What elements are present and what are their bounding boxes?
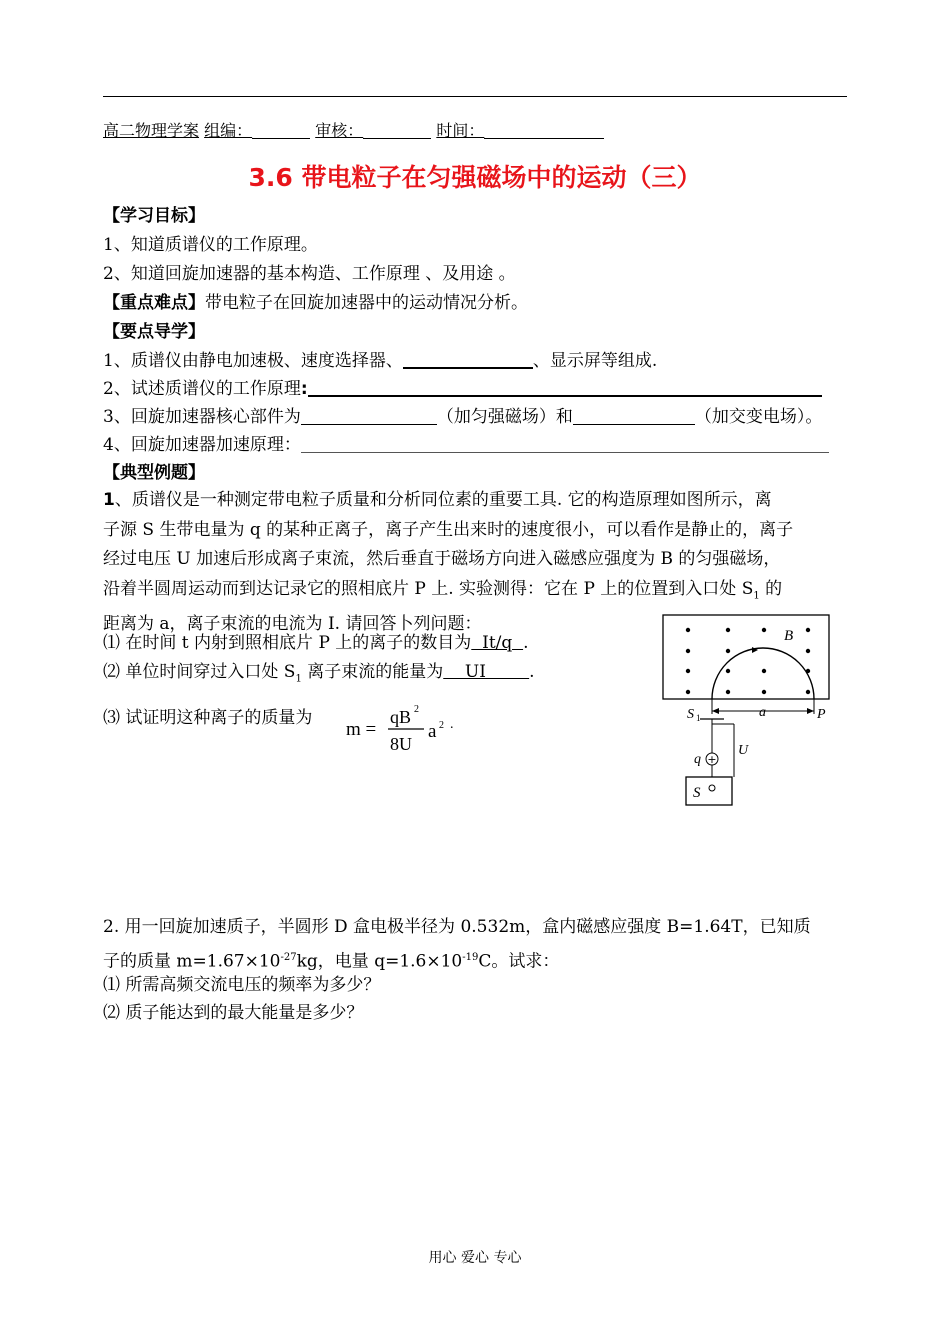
- key-points-text: 带电粒子在回旋加速器中的运动情况分析。: [205, 293, 528, 313]
- p-label: P: [817, 707, 826, 722]
- example-1-line-4-end: 的: [759, 578, 783, 599]
- example-1-number: 1: [103, 490, 115, 510]
- mass-formula: [344, 700, 474, 760]
- example-1-line-4-sub: 1: [753, 589, 760, 601]
- header-rule: [103, 96, 847, 97]
- source-outlet: [709, 785, 715, 791]
- example-1-line-2: 子源 S 生带电量为 q 的某种正离子，离子产生出来时的速度很小，可以看作是静止的，离子: [103, 519, 794, 540]
- guide-question-2: [103, 378, 822, 400]
- example-1-sub-1-text: ⑴ 在时间 t 内射到照相底片 P 上的离子的数目为: [103, 633, 472, 653]
- example-1-line-1: 、质谱仪是一种测定带电粒子质量和分析同位素的重要工具. 它的构造原理如图所示，离: [114, 490, 772, 510]
- example-2-line-1: 2. 用一回旋加速质子，半圆形 D 盒电极半径为 0.532m，盒内磁感应强度 B=1.64T，已知质: [103, 917, 811, 937]
- objective-item-1: 1、知道质谱仪的工作原理。: [103, 235, 318, 255]
- header-reviewer-label: 审核：: [315, 121, 364, 140]
- header-line: [103, 120, 604, 142]
- field-label-b: B: [784, 628, 794, 644]
- example-1-sub-2-answer: UI: [443, 662, 530, 682]
- header-time-label: 时间：: [436, 121, 485, 140]
- voltage-label-u: U: [738, 743, 749, 758]
- example-1-sub-1-answer: It/q: [471, 633, 524, 653]
- guide-q3-text-b: （加匀强磁场）和: [436, 407, 573, 427]
- header-editor-label: 组编：: [204, 121, 253, 140]
- header-editor-blank: [252, 122, 310, 139]
- example-1-line-4: 沿着半圆周运动而到达记录它的照相底片 P 上. 实验测得：它在 P 上的位置到入口处 S: [103, 578, 754, 599]
- example-2-charge-exponent: -19: [462, 951, 479, 963]
- source-label-s: S: [693, 785, 701, 801]
- formula-tail: .: [450, 717, 454, 732]
- formula-numerator: qB: [390, 707, 412, 727]
- formula-factor: a: [428, 721, 437, 742]
- distance-arrow-left: [712, 708, 719, 714]
- guide-q4-blank: [301, 436, 829, 453]
- example-1-line-5: 距离为 a，离子束流的电流为 I. 请回答卜列问题：: [103, 614, 482, 635]
- page-footer: 用心 爱心 专心: [428, 1250, 522, 1266]
- example-1-sub-2-text: ⑵ 单位时间穿过入口处 S: [103, 662, 296, 682]
- example-2-text: [103, 913, 847, 977]
- guide-q2-text: 2、试述质谱仪的工作原理: [103, 379, 301, 399]
- s1-label-sub: 1: [696, 713, 701, 723]
- example-1-line-3: 经过电压 U 加速后形成离子束流，然后垂直于磁场方向进入磁感应强度为 B 的匀强磁场，: [103, 549, 781, 569]
- ion-plus: +: [707, 753, 717, 766]
- formula-factor-sup: 2: [439, 720, 444, 731]
- example-2-line-2-b: kg，电量 q=1.6×10: [296, 951, 463, 972]
- formula-numerator-sup: 2: [414, 704, 419, 715]
- example-1-sub-1-tail: .: [523, 633, 529, 653]
- example-1-sub-3: ⑶ 试证明这种离子的质量为: [103, 708, 313, 728]
- guide-q2-blank: [308, 379, 822, 397]
- guide-question-4: [103, 434, 829, 456]
- example-2-question-2: ⑵ 质子能达到的最大能量是多少？: [103, 1003, 364, 1023]
- page-title: 3.6 带电粒子在匀强磁场中的运动（三）: [248, 163, 702, 192]
- guide-question-1: [103, 350, 657, 372]
- example-1-sub-2: [103, 661, 535, 690]
- key-points-heading: 【重点难点】: [103, 293, 205, 313]
- guide-q3-blank-2: [573, 408, 695, 425]
- objectives-heading: 【学习目标】: [103, 206, 205, 226]
- guide-question-3: [103, 406, 822, 428]
- example-2-mass-exponent: -27: [280, 951, 297, 963]
- magnetic-field-box: [663, 615, 829, 699]
- examples-heading: 【典型例题】: [103, 463, 205, 483]
- example-1-sub-1: [103, 632, 528, 654]
- example-2-question-1: ⑴ 所需高频交流电压的频率为多少？: [103, 975, 381, 995]
- header-time-blank: [484, 122, 604, 139]
- objective-item-2: 2、知道回旋加速器的基本构造、工作原理 、及用途 。: [103, 264, 516, 284]
- example-2-line-2-a: 子的质量 m=1.67×10: [103, 951, 281, 972]
- header-course: 高二物理学案: [103, 121, 200, 140]
- guide-q3-text-a: 3、回旋加速器核心部件为: [103, 407, 301, 427]
- guide-q2-colon: :: [300, 379, 308, 399]
- formula-denominator: 8U: [390, 734, 412, 754]
- guide-q4-text: 4、回旋加速器加速原理：: [103, 435, 301, 455]
- example-1-sub-2-tail: .: [529, 662, 535, 682]
- charge-label-q: q: [694, 752, 701, 767]
- example-1-sub-2-sub: 1: [295, 673, 302, 685]
- header-reviewer-blank: [363, 122, 431, 139]
- guide-q3-blank-1: [301, 408, 437, 425]
- guide-heading: 【要点导学】: [103, 322, 205, 342]
- guide-q1-text: 1、质谱仪由静电加速极、速度选择器、: [103, 351, 403, 371]
- guide-q1-tail: 、显示屏等组成.: [532, 351, 658, 371]
- mass-spectrometer-figure: [660, 612, 836, 812]
- s1-label: S: [687, 707, 694, 722]
- example-1-sub-2-mid: 离子束流的能量为: [301, 662, 444, 682]
- formula-lhs: m =: [346, 719, 377, 740]
- distance-label-a: a: [759, 705, 766, 720]
- guide-q3-text-c: （加交变电场）。: [694, 407, 823, 427]
- key-points-line: [103, 292, 528, 314]
- distance-arrow-right: [807, 708, 814, 714]
- guide-q1-blank: [403, 351, 533, 369]
- example-2-line-2-c: C。试求：: [478, 951, 560, 972]
